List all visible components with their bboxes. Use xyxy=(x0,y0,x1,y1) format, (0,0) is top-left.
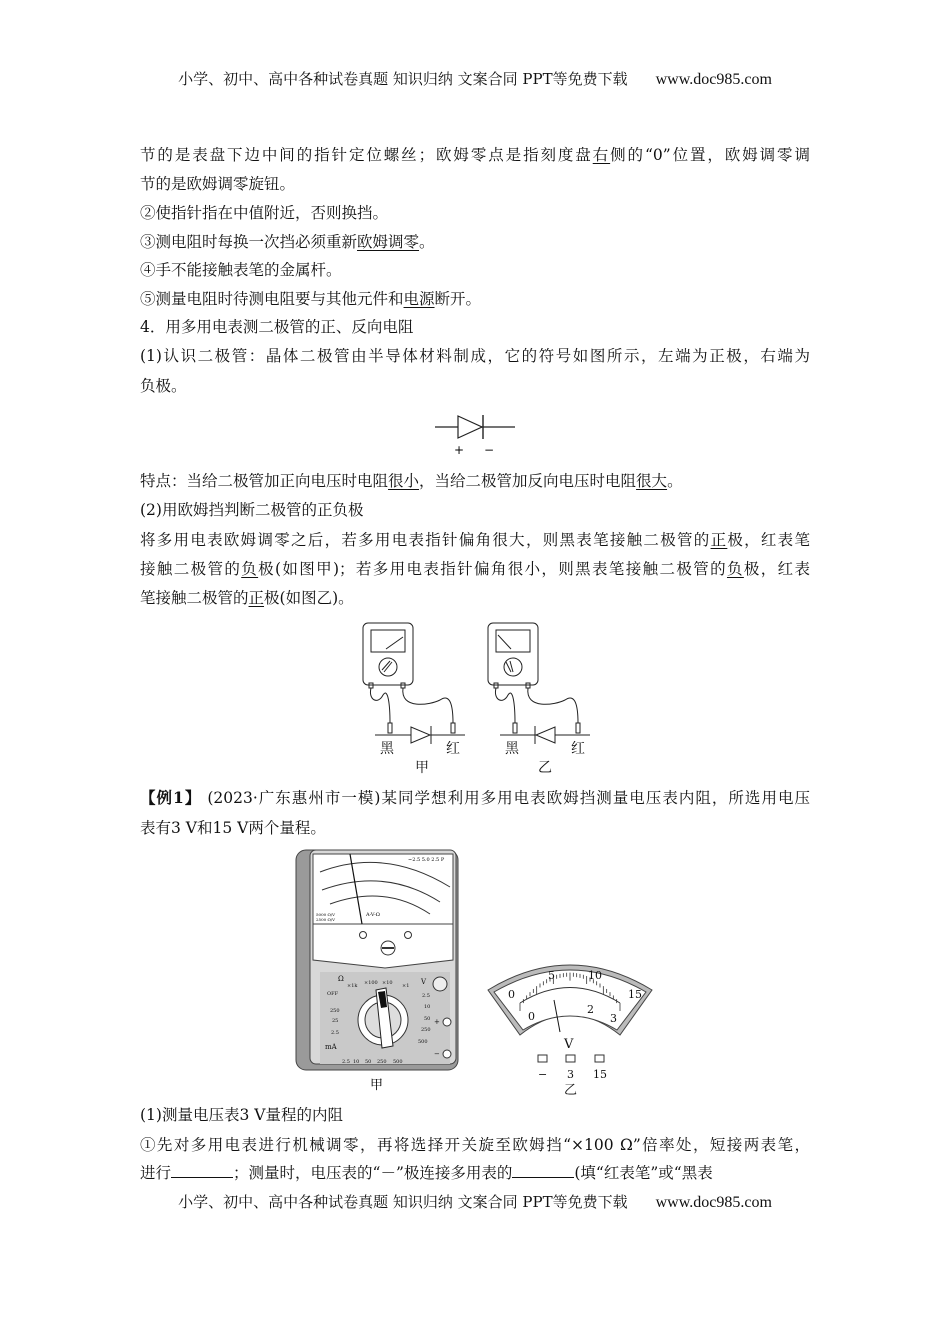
header-url: www.doc985.com xyxy=(655,71,772,88)
paragraph: 表有3 V和15 V两个量程。 xyxy=(140,819,326,837)
ohm-adjust-knob xyxy=(433,977,447,991)
svg-text:0: 0 xyxy=(528,1010,535,1023)
plus-terminal xyxy=(443,1018,451,1026)
paragraph: 特点：当给二极管加正向电压时电阻很小，当给二极管加反向电压时电阻很大。 xyxy=(140,472,683,490)
svg-text:黑: 黑 xyxy=(505,741,519,757)
paragraph: 接触二极管的负极(如图甲)；若多用电表指针偏角很小，则黑表笔接触二极管的负极，红表 xyxy=(140,560,810,578)
multimeter-right xyxy=(488,623,590,744)
svg-text:黑: 黑 xyxy=(380,741,394,757)
svg-text:250: 250 xyxy=(377,1059,387,1065)
svg-text:−: − xyxy=(484,443,495,457)
svg-text:×10: ×10 xyxy=(382,980,393,986)
svg-text:250: 250 xyxy=(330,1008,340,1014)
svg-text:A-V-Ω: A-V-Ω xyxy=(366,912,380,918)
svg-text:红: 红 xyxy=(446,741,460,757)
svg-text:10: 10 xyxy=(588,969,602,982)
svg-text:10: 10 xyxy=(353,1059,360,1065)
question-text: ①先对多用电表进行机械调零，再将选择开关旋至欧姆挡“×100 Ω”倍率处，短接两表笔， xyxy=(140,1136,810,1154)
svg-text:×100: ×100 xyxy=(364,980,378,986)
svg-text:15: 15 xyxy=(628,988,642,1001)
svg-text:~2.5 5.0 2.5 P: ~2.5 5.0 2.5 P xyxy=(408,857,445,863)
paragraph: 节的是表盘下边中间的指针定位螺丝；欧姆零点是指刻度盘右侧的“0”位置，欧姆调零调 xyxy=(140,146,810,164)
multimeter-left xyxy=(363,623,465,744)
multimeter-figure xyxy=(290,842,470,1092)
svg-text:OFF: OFF xyxy=(327,991,339,997)
svg-text:5: 5 xyxy=(548,969,555,982)
footer-text: 小学、初中、高中各种试卷真题 知识归纳 文案合同 PPT等免费下载 xyxy=(178,1193,628,1211)
footer-url: www.doc985.com xyxy=(655,1194,772,1211)
svg-text:3: 3 xyxy=(567,1068,574,1081)
paragraph: ②使指针指在中值附近，否则换挡。 xyxy=(140,204,389,222)
svg-text:V: V xyxy=(421,978,427,986)
caption-yi: 乙 xyxy=(538,760,552,776)
svg-text:50: 50 xyxy=(365,1059,372,1065)
svg-text:2.5: 2.5 xyxy=(422,993,430,999)
example-paragraph: 【例1】 (2023·广东惠州市一模)某同学想利用多用电表欧姆挡测量电压表内阻，所选用电压 xyxy=(140,788,810,807)
section-heading: 4．用多用电表测二极管的正、反向电阻 xyxy=(140,318,414,336)
svg-text:500: 500 xyxy=(393,1059,403,1065)
svg-text:−: − xyxy=(538,1068,548,1081)
svg-text:0: 0 xyxy=(508,988,515,1001)
paragraph: (1)认识二极管：晶体二极管由半导体材料制成，它的符号如图所示，左端为正极，右端为 xyxy=(140,347,810,365)
svg-text:V: V xyxy=(564,1037,574,1052)
svg-text:25: 25 xyxy=(332,1018,339,1024)
svg-text:2.5: 2.5 xyxy=(342,1059,350,1065)
svg-text:10: 10 xyxy=(424,1004,431,1010)
header-text: 小学、初中、高中各种试卷真题 知识归纳 文案合同 PPT等免费下载 xyxy=(178,70,628,88)
svg-text:×1k: ×1k xyxy=(347,983,358,989)
paragraph: ⑤测量电阻时待测电阻要与其他元件和电源断开。 xyxy=(140,290,482,308)
paragraph: 将多用电表欧姆调零之后，若多用电表指针偏角很大，则黑表笔接触二极管的正极，红表笔 xyxy=(140,531,810,549)
voltmeter-figure xyxy=(480,950,660,1095)
caption-jia: 甲 xyxy=(415,760,429,776)
paragraph: (2)用欧姆挡判断二极管的正负极 xyxy=(140,501,364,519)
paragraph: ③测电阻时每换一次挡必须重新欧姆调零。 xyxy=(140,233,435,251)
diode-symbol xyxy=(430,410,520,458)
svg-text:Ω: Ω xyxy=(338,975,344,983)
caption-yi: 乙 xyxy=(564,1083,578,1095)
paragraph: 笔接触二极管的正极(如图乙)。 xyxy=(140,589,354,607)
svg-text:红: 红 xyxy=(571,741,585,757)
paragraph: 负极。 xyxy=(140,377,187,395)
svg-text:2.5: 2.5 xyxy=(331,1030,339,1036)
svg-text:2500 Ω/V: 2500 Ω/V xyxy=(316,917,336,922)
minus-terminal xyxy=(443,1050,451,1058)
svg-text:2: 2 xyxy=(587,1003,594,1016)
question-text: 进行 ；测量时，电压表的“－”极连接多用表的 (填“红表笔”或“黑表 xyxy=(140,1164,713,1182)
example-tag: 【例1】 xyxy=(140,788,202,807)
answer-blank[interactable] xyxy=(171,1163,233,1178)
svg-text:50: 50 xyxy=(424,1016,431,1022)
svg-text:+: + xyxy=(454,443,465,457)
diode-test-figure xyxy=(350,615,600,780)
caption-jia: 甲 xyxy=(370,1078,384,1092)
svg-text:5000 Ω/V: 5000 Ω/V xyxy=(316,912,336,917)
svg-text:3: 3 xyxy=(610,1012,617,1025)
svg-text:mA: mA xyxy=(325,1043,337,1051)
svg-text:250: 250 xyxy=(421,1027,431,1033)
paragraph: 节的是欧姆调零旋钮。 xyxy=(140,175,296,193)
svg-text:×1: ×1 xyxy=(402,983,410,989)
svg-text:+: + xyxy=(434,1018,440,1026)
page-header xyxy=(0,68,950,89)
question-heading: (1)测量电压表3 V量程的内阻 xyxy=(140,1106,343,1124)
page-footer xyxy=(0,1191,950,1212)
svg-text:−: − xyxy=(434,1050,440,1058)
paragraph: ④手不能接触表笔的金属杆。 xyxy=(140,261,342,279)
svg-text:500: 500 xyxy=(418,1039,428,1045)
answer-blank[interactable] xyxy=(512,1163,574,1178)
svg-text:15: 15 xyxy=(593,1068,607,1081)
